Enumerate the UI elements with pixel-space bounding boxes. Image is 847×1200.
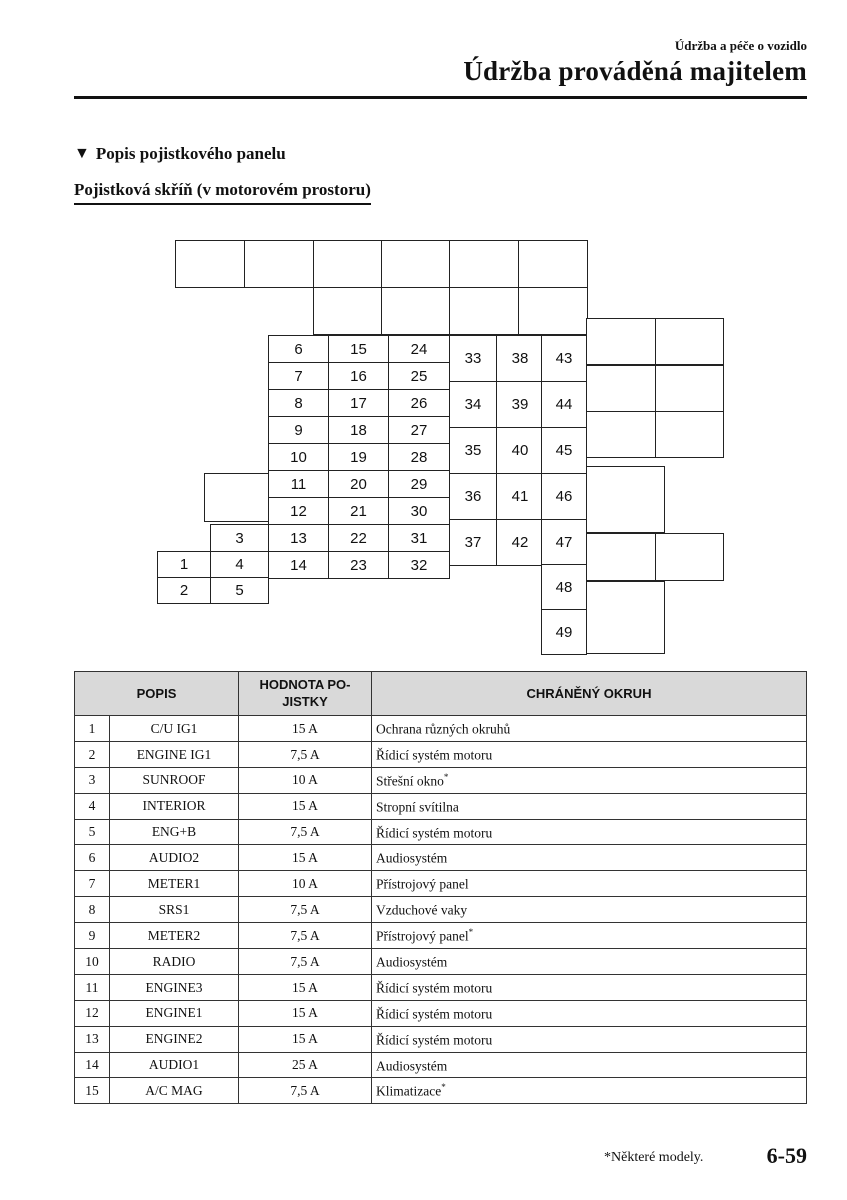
protected-circuit <box>372 974 807 1000</box>
circuit-text: Řídicí systém motoru <box>376 747 493 763</box>
relay-blank-slot <box>586 365 656 412</box>
fuse-name: C/U IG1 <box>110 716 239 742</box>
fuse-slot-4: 4 <box>210 551 269 578</box>
protected-circuit <box>372 1026 807 1052</box>
fuse-slot-19: 19 <box>328 443 389 471</box>
fuse-number: 15 <box>75 1078 110 1104</box>
fuse-number: 1 <box>75 716 110 742</box>
fuse-rating: 7,5 A <box>239 1078 372 1104</box>
relay-blank-slot <box>586 318 656 365</box>
fuse-rating: 25 A <box>239 1052 372 1078</box>
fuse-slot-26: 26 <box>388 389 450 417</box>
relay-blank-slot <box>655 318 724 365</box>
relay-blank-slot <box>244 240 314 288</box>
table-row <box>75 793 807 819</box>
relay-blank-slot <box>655 411 724 458</box>
fuse-rating: 10 A <box>239 871 372 897</box>
section-heading <box>74 144 286 164</box>
fuse-slot-10: 10 <box>268 443 329 471</box>
relay-blank-slot <box>313 240 383 288</box>
fuse-slot-7: 7 <box>268 362 329 390</box>
fuse-slot-22: 22 <box>328 524 389 552</box>
table-row <box>75 1052 807 1078</box>
fuse-slot-15: 15 <box>328 335 389 363</box>
header-hodnota-line2: JISTKY <box>282 693 328 709</box>
fuse-number: 6 <box>75 845 110 871</box>
circuit-text: Stropní svítilna <box>376 799 459 815</box>
table-row <box>75 949 807 975</box>
fuse-slot-2: 2 <box>157 577 211 604</box>
fuse-name: METER2 <box>110 923 239 949</box>
relay-blank-slot <box>449 240 519 288</box>
fuse-name: AUDIO2 <box>110 845 239 871</box>
table-row <box>75 1026 807 1052</box>
fuse-slot-32: 32 <box>388 551 450 579</box>
circuit-text: Audiosystém <box>376 850 448 866</box>
fuse-slot-5: 5 <box>210 577 269 604</box>
fuse-number: 13 <box>75 1026 110 1052</box>
table-row <box>75 974 807 1000</box>
header-hodnota-line1: HODNOTA PO- <box>259 677 351 693</box>
circuit-text: Audiosystém <box>376 954 448 970</box>
header-divider <box>74 96 807 99</box>
fuse-name: AUDIO1 <box>110 1052 239 1078</box>
table-row <box>75 1078 807 1104</box>
relay-blank-slot <box>518 287 588 335</box>
relay-blank-slot <box>175 240 245 288</box>
fuse-name: ENGINE2 <box>110 1026 239 1052</box>
header-okruh: CHRÁNĚNÝ OKRUH <box>372 672 807 716</box>
fuse-slot-49: 49 <box>541 609 587 655</box>
table-header-row <box>75 672 807 716</box>
fuse-slot-48: 48 <box>541 564 587 610</box>
table-row <box>75 1000 807 1026</box>
table-row <box>75 923 807 949</box>
fuse-slot-23: 23 <box>328 551 389 579</box>
fuse-rating: 15 A <box>239 716 372 742</box>
page-number: 6-59 <box>766 1143 807 1168</box>
fuse-rating: 7,5 A <box>239 949 372 975</box>
fuse-name: ENGINE IG1 <box>110 741 239 767</box>
fuse-rating: 15 A <box>239 845 372 871</box>
fuse-number: 14 <box>75 1052 110 1078</box>
fuse-slot-3: 3 <box>210 524 269 552</box>
protected-circuit <box>372 949 807 975</box>
fuse-slot-11: 11 <box>268 470 329 498</box>
table-row <box>75 845 807 871</box>
fuse-number: 12 <box>75 1000 110 1026</box>
circuit-text: Audiosystém <box>376 1058 448 1074</box>
relay-blank-slot <box>586 466 665 533</box>
fuse-slot-8: 8 <box>268 389 329 417</box>
fuse-slot-41: 41 <box>496 473 544 520</box>
fuse-slot-36: 36 <box>449 473 497 520</box>
fuse-number: 9 <box>75 923 110 949</box>
relay-blank-slot <box>381 240 451 288</box>
protected-circuit <box>372 845 807 871</box>
table-row <box>75 897 807 923</box>
fuse-rating: 7,5 A <box>239 741 372 767</box>
fuse-rating: 7,5 A <box>239 819 372 845</box>
fuse-name: SUNROOF <box>110 767 239 793</box>
relay-blank-slot <box>586 533 656 581</box>
chapter-label: Údržba a péče o vozidlo <box>674 38 807 53</box>
fuse-slot-20: 20 <box>328 470 389 498</box>
fuse-slot-13: 13 <box>268 524 329 552</box>
fuse-slot-31: 31 <box>388 524 450 552</box>
protected-circuit <box>372 871 807 897</box>
fuse-slot-46: 46 <box>541 473 587 520</box>
fuse-slot-1: 1 <box>157 551 211 578</box>
fuse-rating: 7,5 A <box>239 923 372 949</box>
fuse-slot-39: 39 <box>496 381 544 428</box>
fuse-slot-40: 40 <box>496 427 544 474</box>
relay-blank-slot <box>204 473 269 522</box>
fuse-slot-18: 18 <box>328 416 389 444</box>
triangle-down-icon: ▼ <box>74 145 90 162</box>
page-title: Údržba prováděná majitelem <box>463 56 807 86</box>
fuse-slot-27: 27 <box>388 416 450 444</box>
protected-circuit <box>372 767 807 793</box>
table-row <box>75 716 807 742</box>
circuit-text: Přístrojový panel <box>376 876 469 892</box>
fuse-name: METER1 <box>110 871 239 897</box>
protected-circuit <box>372 923 807 949</box>
protected-circuit <box>372 793 807 819</box>
fuse-rating: 15 A <box>239 974 372 1000</box>
circuit-text: Střešní okno <box>376 773 444 789</box>
protected-circuit <box>372 1000 807 1026</box>
relay-blank-slot <box>449 287 519 335</box>
protected-circuit <box>372 716 807 742</box>
fuse-slot-45: 45 <box>541 427 587 474</box>
subsection-title: Pojistková skříň (v motorovém prostoru) <box>74 180 371 205</box>
protected-circuit <box>372 897 807 923</box>
fuse-rating: 7,5 A <box>239 897 372 923</box>
protected-circuit <box>372 741 807 767</box>
table-row <box>75 871 807 897</box>
circuit-text: Ochrana různých okruhů <box>376 721 511 737</box>
fuse-slot-16: 16 <box>328 362 389 390</box>
footnote-mark: * <box>443 771 449 782</box>
table-row <box>75 819 807 845</box>
fuse-number: 11 <box>75 974 110 1000</box>
fuse-number: 7 <box>75 871 110 897</box>
fuse-slot-21: 21 <box>328 497 389 525</box>
relay-blank-slot <box>518 240 588 288</box>
fuse-name: SRS1 <box>110 897 239 923</box>
fuse-slot-14: 14 <box>268 551 329 579</box>
fuse-slot-33: 33 <box>449 335 497 382</box>
fuse-slot-30: 30 <box>388 497 450 525</box>
fuse-name: RADIO <box>110 949 239 975</box>
fuse-table <box>74 671 807 1104</box>
protected-circuit <box>372 819 807 845</box>
header-popis: POPIS <box>75 672 239 716</box>
fuse-name: A/C MAG <box>110 1078 239 1104</box>
relay-blank-slot <box>381 287 451 335</box>
relay-blank-slot <box>586 411 656 458</box>
circuit-text: Řídicí systém motoru <box>376 1006 493 1022</box>
fuse-rating: 15 A <box>239 793 372 819</box>
fuse-number: 8 <box>75 897 110 923</box>
fuse-rating: 10 A <box>239 767 372 793</box>
fuse-number: 2 <box>75 741 110 767</box>
fuse-number: 3 <box>75 767 110 793</box>
fuse-slot-17: 17 <box>328 389 389 417</box>
circuit-text: Přístrojový panel <box>376 928 469 944</box>
footnote: *Některé modely. <box>604 1150 704 1165</box>
fuse-slot-38: 38 <box>496 335 544 382</box>
fuse-slot-35: 35 <box>449 427 497 474</box>
fuse-name: ENG+B <box>110 819 239 845</box>
table-row <box>75 741 807 767</box>
circuit-text: Klimatizace <box>376 1083 442 1099</box>
fuse-number: 5 <box>75 819 110 845</box>
section-title: Popis pojistkového panelu <box>95 144 286 163</box>
fuse-slot-47: 47 <box>541 519 587 566</box>
fuse-slot-29: 29 <box>388 470 450 498</box>
fuse-rating: 15 A <box>239 1000 372 1026</box>
fuse-slot-6: 6 <box>268 335 329 363</box>
fuse-slot-44: 44 <box>541 381 587 428</box>
header-hodnota <box>239 672 372 716</box>
protected-circuit <box>372 1052 807 1078</box>
fuse-slot-34: 34 <box>449 381 497 428</box>
fuse-slot-25: 25 <box>388 362 450 390</box>
relay-blank-slot <box>586 581 665 654</box>
fuse-slot-28: 28 <box>388 443 450 471</box>
footnote-mark: * <box>441 1082 446 1093</box>
relay-blank-slot <box>313 287 383 335</box>
fuse-rating: 15 A <box>239 1026 372 1052</box>
fuse-name: ENGINE1 <box>110 1000 239 1026</box>
footnote-mark: * <box>468 927 474 938</box>
table-row <box>75 767 807 793</box>
fuse-number: 10 <box>75 949 110 975</box>
fuse-slot-43: 43 <box>541 335 587 382</box>
fuse-slot-24: 24 <box>388 335 450 363</box>
circuit-text: Řídicí systém motoru <box>376 825 493 840</box>
fuse-slot-42: 42 <box>496 519 544 566</box>
relay-blank-slot <box>655 533 724 581</box>
circuit-text: Řídicí systém motoru <box>376 1032 493 1048</box>
fuse-slot-12: 12 <box>268 497 329 525</box>
relay-blank-slot <box>655 365 724 412</box>
fuse-name: INTERIOR <box>110 793 239 819</box>
fuse-name: ENGINE3 <box>110 974 239 1000</box>
protected-circuit <box>372 1078 807 1104</box>
fuse-slot-37: 37 <box>449 519 497 566</box>
fuse-slot-9: 9 <box>268 416 329 444</box>
circuit-text: Vzduchové vaky <box>376 902 468 918</box>
fuse-number: 4 <box>75 793 110 819</box>
circuit-text: Řídicí systém motoru <box>376 980 493 996</box>
